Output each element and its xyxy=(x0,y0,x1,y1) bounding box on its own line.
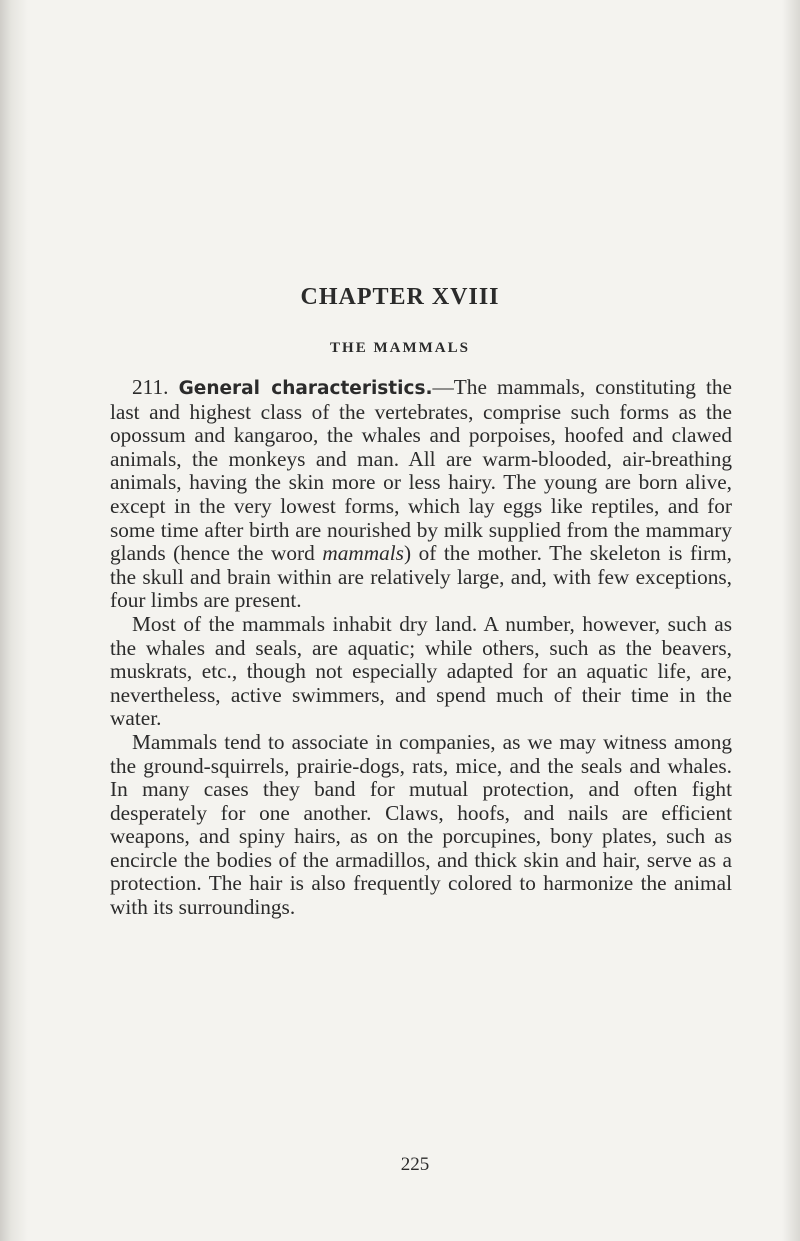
chapter-title: THE MAMMALS xyxy=(330,340,470,356)
page-edge-shadow-right xyxy=(782,0,800,1241)
paragraph-1-end: ) of the mother. The skeleton is firm, the skull and brain within are relatively large, and, with few exceptions, four limbs are present. xyxy=(110,541,732,613)
page-edge-shadow-left xyxy=(0,0,28,1241)
paragraph-1-italic-word: mammals xyxy=(322,541,404,566)
body-text xyxy=(110,376,732,920)
paragraph-1 xyxy=(110,376,732,613)
section-heading: General characteristics. xyxy=(178,378,433,399)
paragraph-1-text: The mammals, constituting the last and highest class of the vertebrates, comprise such forms as the opossum and kangaroo, the whales and porpoises, hoofed and clawed animals, the monkeys and man. All are warm-blooded, air-breathing animals, having the skin more or less hairy. The young are born alive, except in the very lowest forms, which lay eggs like reptiles, and for some time after birth are nourished by milk supplied from the mammary glands (hence the word xyxy=(110,375,732,566)
chapter-heading: CHAPTER XVIII xyxy=(300,284,500,310)
paragraph-3: Mammals tend to associate in companies, as we may witness among the ground-squirrels, prairie-dogs, rats, mice, and the seals and whales. In many cases they band for mutual protection, and often fight desperately for one another. Claws, hoofs, and nails are efficient weapons, and spiny hairs, as on the porcupines, bony plates, such as encircle the bodies of the armadillos, and thick skin and hair, serve as a protection. The hair is also frequently colored to harmonize the animal with its surroundings. xyxy=(110,729,732,920)
page-number: 225 xyxy=(400,1154,430,1175)
section-number: 211. xyxy=(132,375,169,399)
paragraph-2: Most of the mammals inhabit dry land. A number, however, such as the whales and seals, are aquatic; while others, such as the beavers, muskrats, etc., though not especially adapted for an aquatic life, are, nevertheless, active swimmers, and spend much of their time in the water. xyxy=(110,611,732,731)
section-dash: — xyxy=(432,375,454,399)
